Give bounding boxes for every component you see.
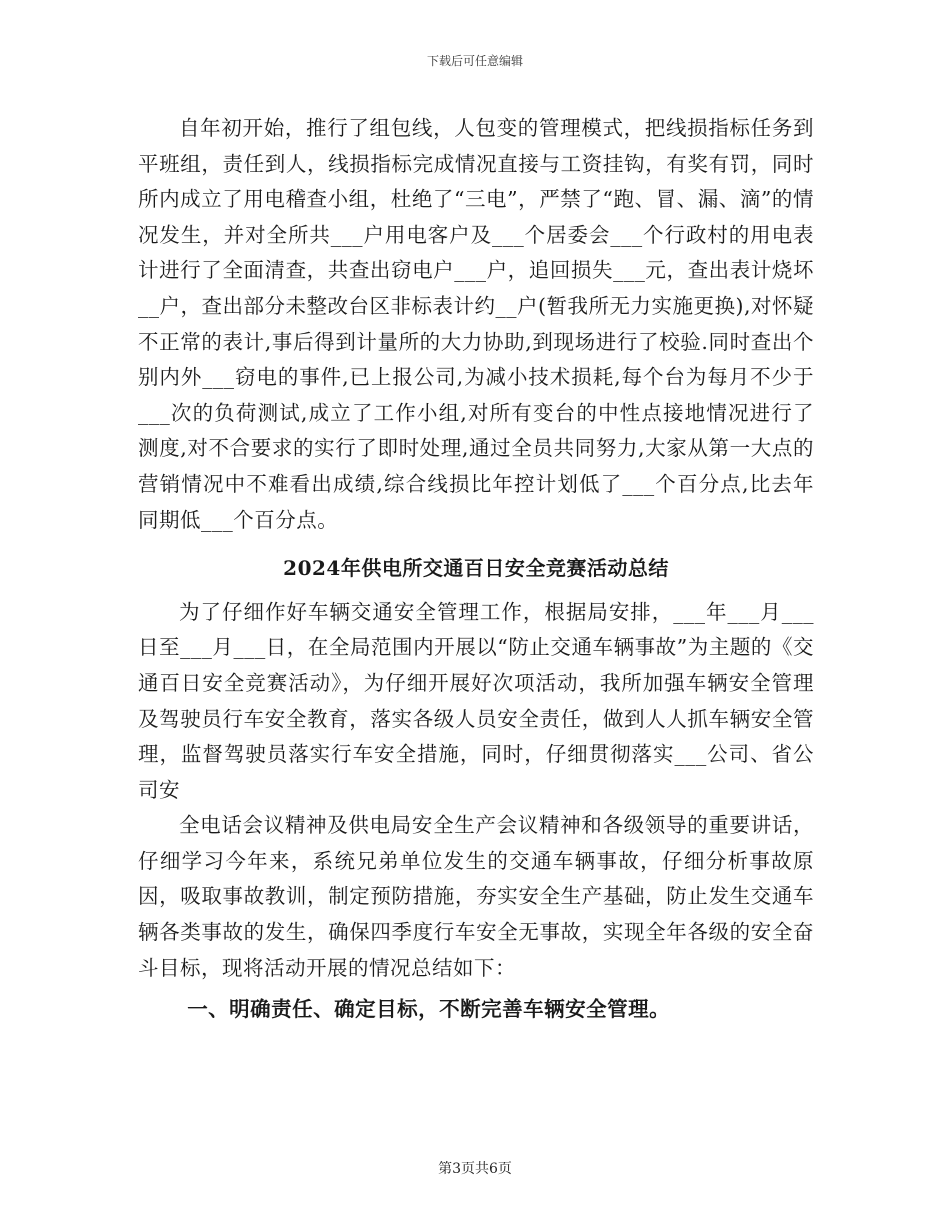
paragraph-line-loss: 自年初开始，推行了组包线，人包变的管理模式，把线损指标任务到平班组，责任到人，线损指标完成情况直接与工资挂钩，有奖有罚，同时所内成立了用电稽查小组，杜绝了“三电”，严禁了“跑、冒、漏、滴”的情况发生，并对全所共___户用电客户及___个居委会___个行政村的用电表计进行了全面清查，共查出窃电户___户，追回损失___元，查出表计烧坏__户，查出部分未整改台区非标表计约__户(暂我所无力实施更换),对怀疑不正常的表计,事后得到计量所的大力协助,到现场进行了校验.同时查出个别内外___窃电的事件,已上报公司,为减小技术损耗,每个台为每月不少于___次的负荷测试,成立了工作小组,对所有变台的中性点接地情况进行了测度,对不合要求的实行了即时处理,通过全员共同努力,大家从第一大点的营销情况中不难看出成绩,综合线损比年控计划低了___个百分点,比去年同期低___个百分点。 bbox=[138, 116, 815, 532]
paragraph-intro: 为了仔细作好车辆交通安全管理工作，根据局安排，___年___月___日至___月___日，在全局范围内开展以“防止交通车辆事故”为主题的《交通百日安全竞赛活动》，为仔细开展好次项活动，我所加强车辆安全管理及驾驶员行车安全教育，落实各级人员安全责任，做到人人抓车辆安全管理，监督驾驶员落实行车安全措施，同时，仔细贯彻落实___公司、省公司安 bbox=[138, 599, 814, 802]
page-header: 下载后可任意编辑 bbox=[426, 54, 523, 68]
document-body bbox=[138, 111, 814, 1028]
heading-one: 一、明确责任、确定目标，不断完善车辆安全管理。 bbox=[187, 997, 671, 1022]
page-footer: 第3页共6页 bbox=[438, 1161, 512, 1177]
section-title: 2024年供电所交通百日安全竞赛活动总结 bbox=[283, 556, 669, 581]
paragraph-meeting: 全电话会议精神及供电局安全生产会议精神和各级领导的重要讲话，仔细学习今年来，系统兄弟单位发生的交通车辆事故，仔细分析事故原因，吸取事故教训，制定预防措施，夯实安全生产基础，防止发生交通车辆各类事故的发生，确保四季度行车安全无事故，实现全年各级的安全奋斗目标，现将活动开展的情况总结如下： bbox=[138, 813, 814, 980]
